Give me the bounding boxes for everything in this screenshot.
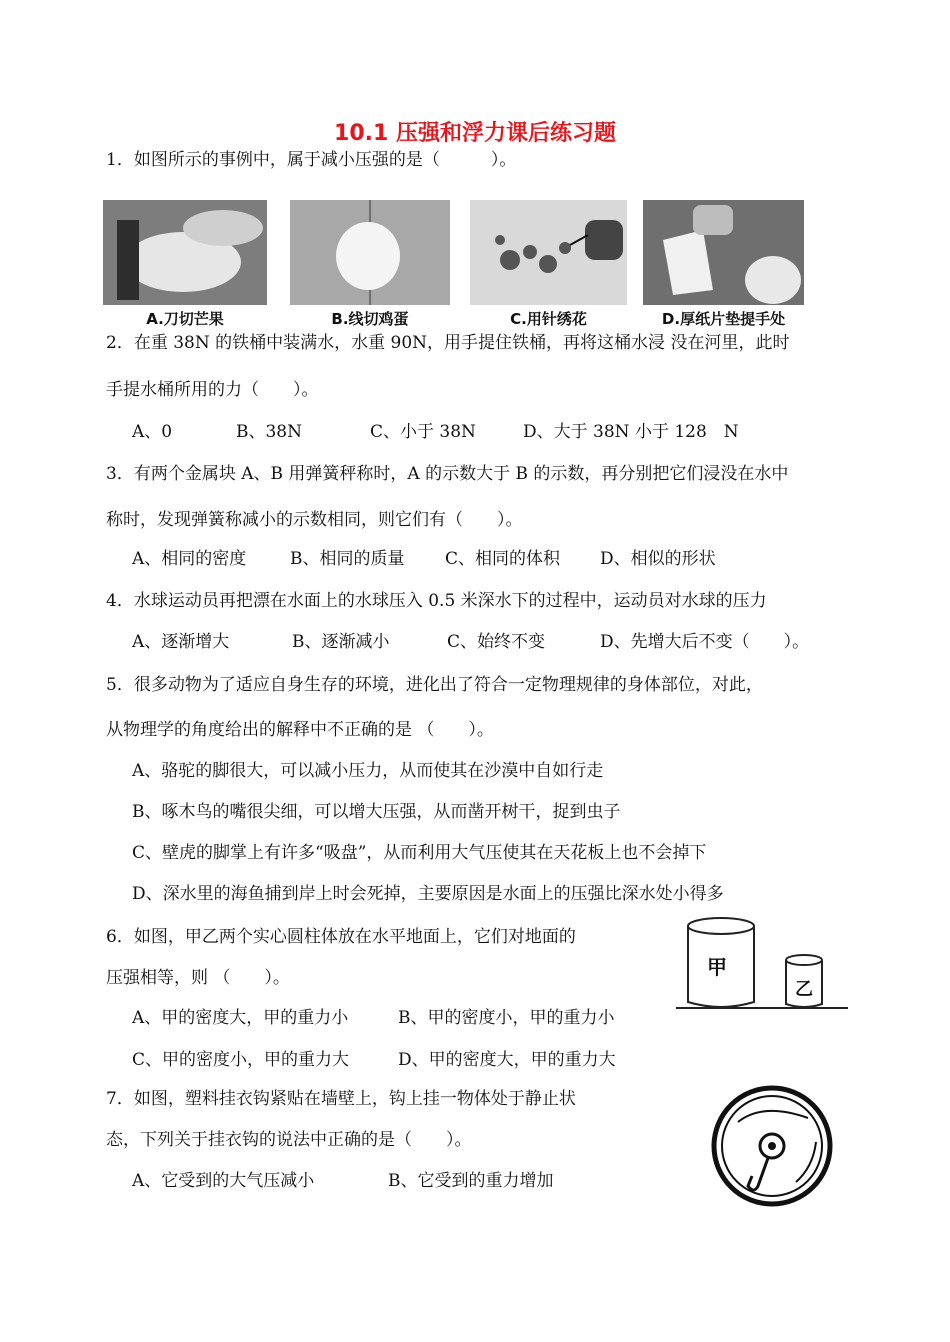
q3-option-d: D、相似的形状 xyxy=(600,549,716,569)
suction-hook-figure xyxy=(708,1082,836,1210)
photo-cardboard-handle xyxy=(643,200,804,305)
q4-line1: 4．水球运动员再把漂在水面上的水球压入 0.5 米深水下的过程中，运动员对水球的压力 xyxy=(106,591,767,611)
q7-option-b: B、它受到的重力增加 xyxy=(388,1171,554,1191)
q5-option-b: B、啄木鸟的嘴很尖细，可以增大压强，从而凿开树干，捉到虫子 xyxy=(132,802,621,822)
page-title: 10.1 压强和浮力课后练习题 xyxy=(334,121,616,146)
q4-option-b: B、逐渐减小 xyxy=(292,632,390,652)
q6-option-a: A、甲的密度大，甲的重力小 xyxy=(132,1008,349,1028)
cylinder-jia-label: 甲 xyxy=(707,955,727,979)
q3-option-c: C、相同的体积 xyxy=(445,549,561,569)
q4-option-d: D、先增大后不变（ ）。 xyxy=(600,632,810,652)
q5-option-a: A、骆驼的脚很大，可以减小压力，从而使其在沙漠中自如行走 xyxy=(132,761,604,781)
q6-line2: 压强相等，则 （ ）。 xyxy=(106,968,290,988)
q3-line2: 称时，发现弹簧称减小的示数相同，则它们有（ ）。 xyxy=(106,510,523,530)
q6-option-d: D、甲的密度大，甲的重力大 xyxy=(398,1050,616,1070)
q2-option-b: B、38N xyxy=(236,422,302,442)
q2-option-a: A、0 xyxy=(132,422,173,442)
q4-option-c: C、始终不变 xyxy=(447,632,546,652)
q6-option-b: B、甲的密度小，甲的重力小 xyxy=(398,1008,615,1028)
q5-line1: 5．很多动物为了适应自身生存的环境，进化出了符合一定物理规律的身体部位，对此， xyxy=(106,675,763,695)
caption-d: D.厚纸片垫提手处 xyxy=(661,310,786,328)
q2-option-c: C、小于 38N xyxy=(370,422,476,442)
q7-line2: 态，下列关于挂衣钩的说法中正确的是（ ）。 xyxy=(106,1130,472,1150)
q3-option-b: B、相同的质量 xyxy=(290,549,405,569)
q2-option-d: D、大于 38N 小于 128 N xyxy=(523,422,739,442)
q2-line2: 手提水桶所用的力（ ）。 xyxy=(106,380,319,400)
photo-knife-mango xyxy=(103,200,267,305)
q4-option-a: A、逐渐增大 xyxy=(132,632,230,652)
q5-option-c: C、壁虎的脚掌上有许多“吸盘”，从而利用大气压使其在天花板上也不会掉下 xyxy=(132,843,707,863)
q7-option-a: A、它受到的大气压减小 xyxy=(132,1171,315,1191)
caption-b: B.线切鸡蛋 xyxy=(331,310,409,328)
q6-option-c: C、甲的密度小，甲的重力大 xyxy=(132,1050,350,1070)
q2-line1: 2．在重 38N 的铁桶中装满水，水重 90N，用手提住铁桶，再将这桶水浸 没在河里，此时 xyxy=(106,333,790,353)
photo-thread-egg xyxy=(290,200,450,305)
caption-c: C.用针绣花 xyxy=(510,310,587,328)
q3-line1: 3．有两个金属块 A、B 用弹簧秤称时，A 的示数大于 B 的示数，再分别把它们浸没在水中 xyxy=(106,464,789,484)
q1-text: 1．如图所示的事例中，属于减小压强的是（ ）。 xyxy=(106,150,517,170)
q3-option-a: A、相同的密度 xyxy=(132,549,247,569)
cylinder-yi-label: 乙 xyxy=(795,979,813,1000)
photo-needle-embroidery xyxy=(470,200,627,305)
q5-option-d: D、深水里的海鱼捕到岸上时会死掉，主要原因是水面上的压强比深水处小得多 xyxy=(132,884,724,904)
caption-a: A.刀切芒果 xyxy=(146,310,224,328)
q5-line2: 从物理学的角度给出的解释中不正确的是 （ ）。 xyxy=(106,720,494,740)
q6-line1: 6．如图，甲乙两个实心圆柱体放在水平地面上，它们对地面的 xyxy=(106,927,576,947)
q7-line1: 7．如图，塑料挂衣钩紧贴在墙壁上，钩上挂一物体处于静止状 xyxy=(106,1089,576,1109)
cylinders-figure xyxy=(674,912,850,1012)
